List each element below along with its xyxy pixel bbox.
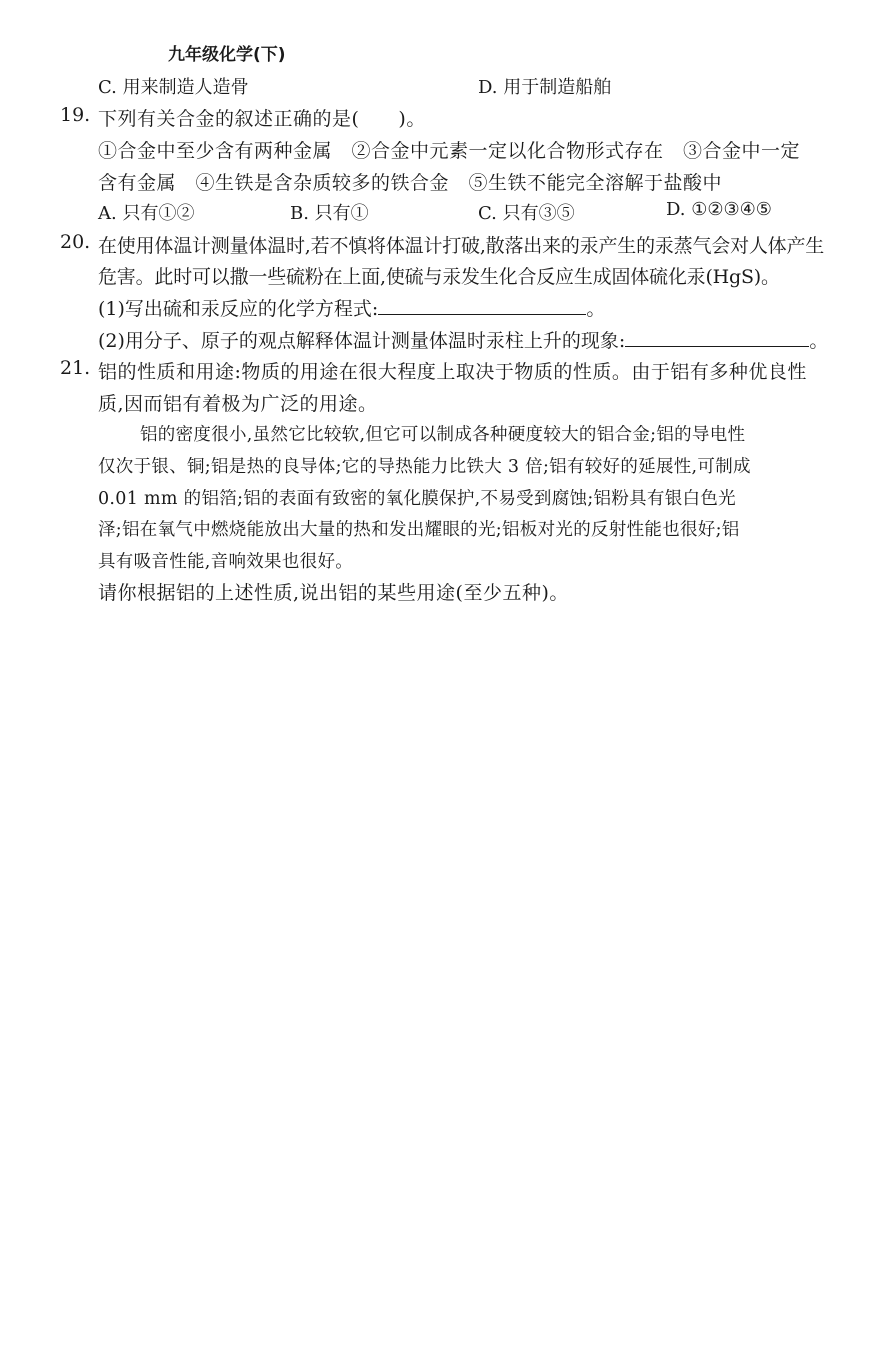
q21-number: 21. — [60, 357, 91, 379]
q19-statements-line1: ①合金中至少含有两种金属 ②合金中元素一定以化合物形式存在 ③合金中一定 — [98, 140, 801, 162]
q21-task: 请你根据铝的上述性质,说出铝的某些用途(至少五种)。 — [98, 582, 569, 604]
q21-stem-line2: 质,因而铝有着极为广泛的用途。 — [98, 393, 378, 415]
q18-option-c: C. 用来制造人造骨 — [98, 77, 249, 98]
q21-paragraph-line3: 0.01 mm 的铝箔;铝的表面有致密的氧化膜保护,不易受到腐蚀;铝粉具有银白色光 — [98, 489, 736, 509]
q20-sub1-end: 。 — [586, 298, 606, 320]
q21-paragraph-line5: 具有吸音性能,音响效果也很好。 — [98, 552, 354, 572]
q20-sub1-prompt: (1)写出硫和汞反应的化学方程式: — [98, 298, 379, 320]
q19-stem: 下列有关合金的叙述正确的是( )。 — [98, 108, 426, 130]
q21-stem-line1: 铝的性质和用途:物质的用途在很大程度上取决于物质的性质。由于铝有多种优良性 — [98, 361, 807, 383]
q21-paragraph-line4: 泽;铝在氧气中燃烧能放出大量的热和发出耀眼的光;铝板对光的反射性能也很好;铝 — [98, 520, 740, 540]
q21-paragraph-line2: 仅次于银、铜;铝是热的良导体;它的导热能力比铁大 3 倍;铝有较好的延展性,可制成 — [98, 457, 751, 477]
q19-option-d: D. ①②③④⑤ — [666, 199, 772, 220]
q20-sub1 — [98, 294, 605, 321]
q19-option-a: A. 只有①② — [98, 203, 195, 224]
q19-statements-line2: 含有金属 ④生铁是含杂质较多的铁合金 ⑤生铁不能完全溶解于盐酸中 — [98, 172, 723, 194]
q20-sub2-prompt: (2)用分子、原子的观点解释体温计测量体温时汞柱上升的现象: — [98, 330, 626, 352]
q19-number: 19. — [60, 104, 91, 126]
page-header-title: 九年级化学(下) — [168, 45, 286, 65]
q20-number: 20. — [60, 231, 91, 253]
q19-option-c: C. 只有③⑤ — [478, 203, 575, 224]
q19-option-b: B. 只有① — [290, 203, 369, 224]
q18-option-d: D. 用于制造船舶 — [478, 77, 612, 98]
q20-sub2-end: 。 — [809, 330, 829, 352]
q20-sub2-answer-blank[interactable] — [625, 328, 809, 347]
q20-sub1-answer-blank[interactable] — [378, 296, 586, 315]
q20-stem-line1: 在使用体温计测量体温时,若不慎将体温计打破,散落出来的汞产生的汞蒸气会对人体产生 — [98, 235, 825, 257]
q20-stem-line2: 危害。此时可以撒一些硫粉在上面,使硫与汞发生化合反应生成固体硫化汞(HgS)。 — [98, 266, 780, 288]
q21-answer-area[interactable] — [98, 615, 868, 1315]
q20-sub2 — [98, 326, 828, 353]
q21-paragraph-line1: 铝的密度很小,虽然它比较软,但它可以制成各种硬度较大的铝合金;铝的导电性 — [140, 425, 746, 445]
